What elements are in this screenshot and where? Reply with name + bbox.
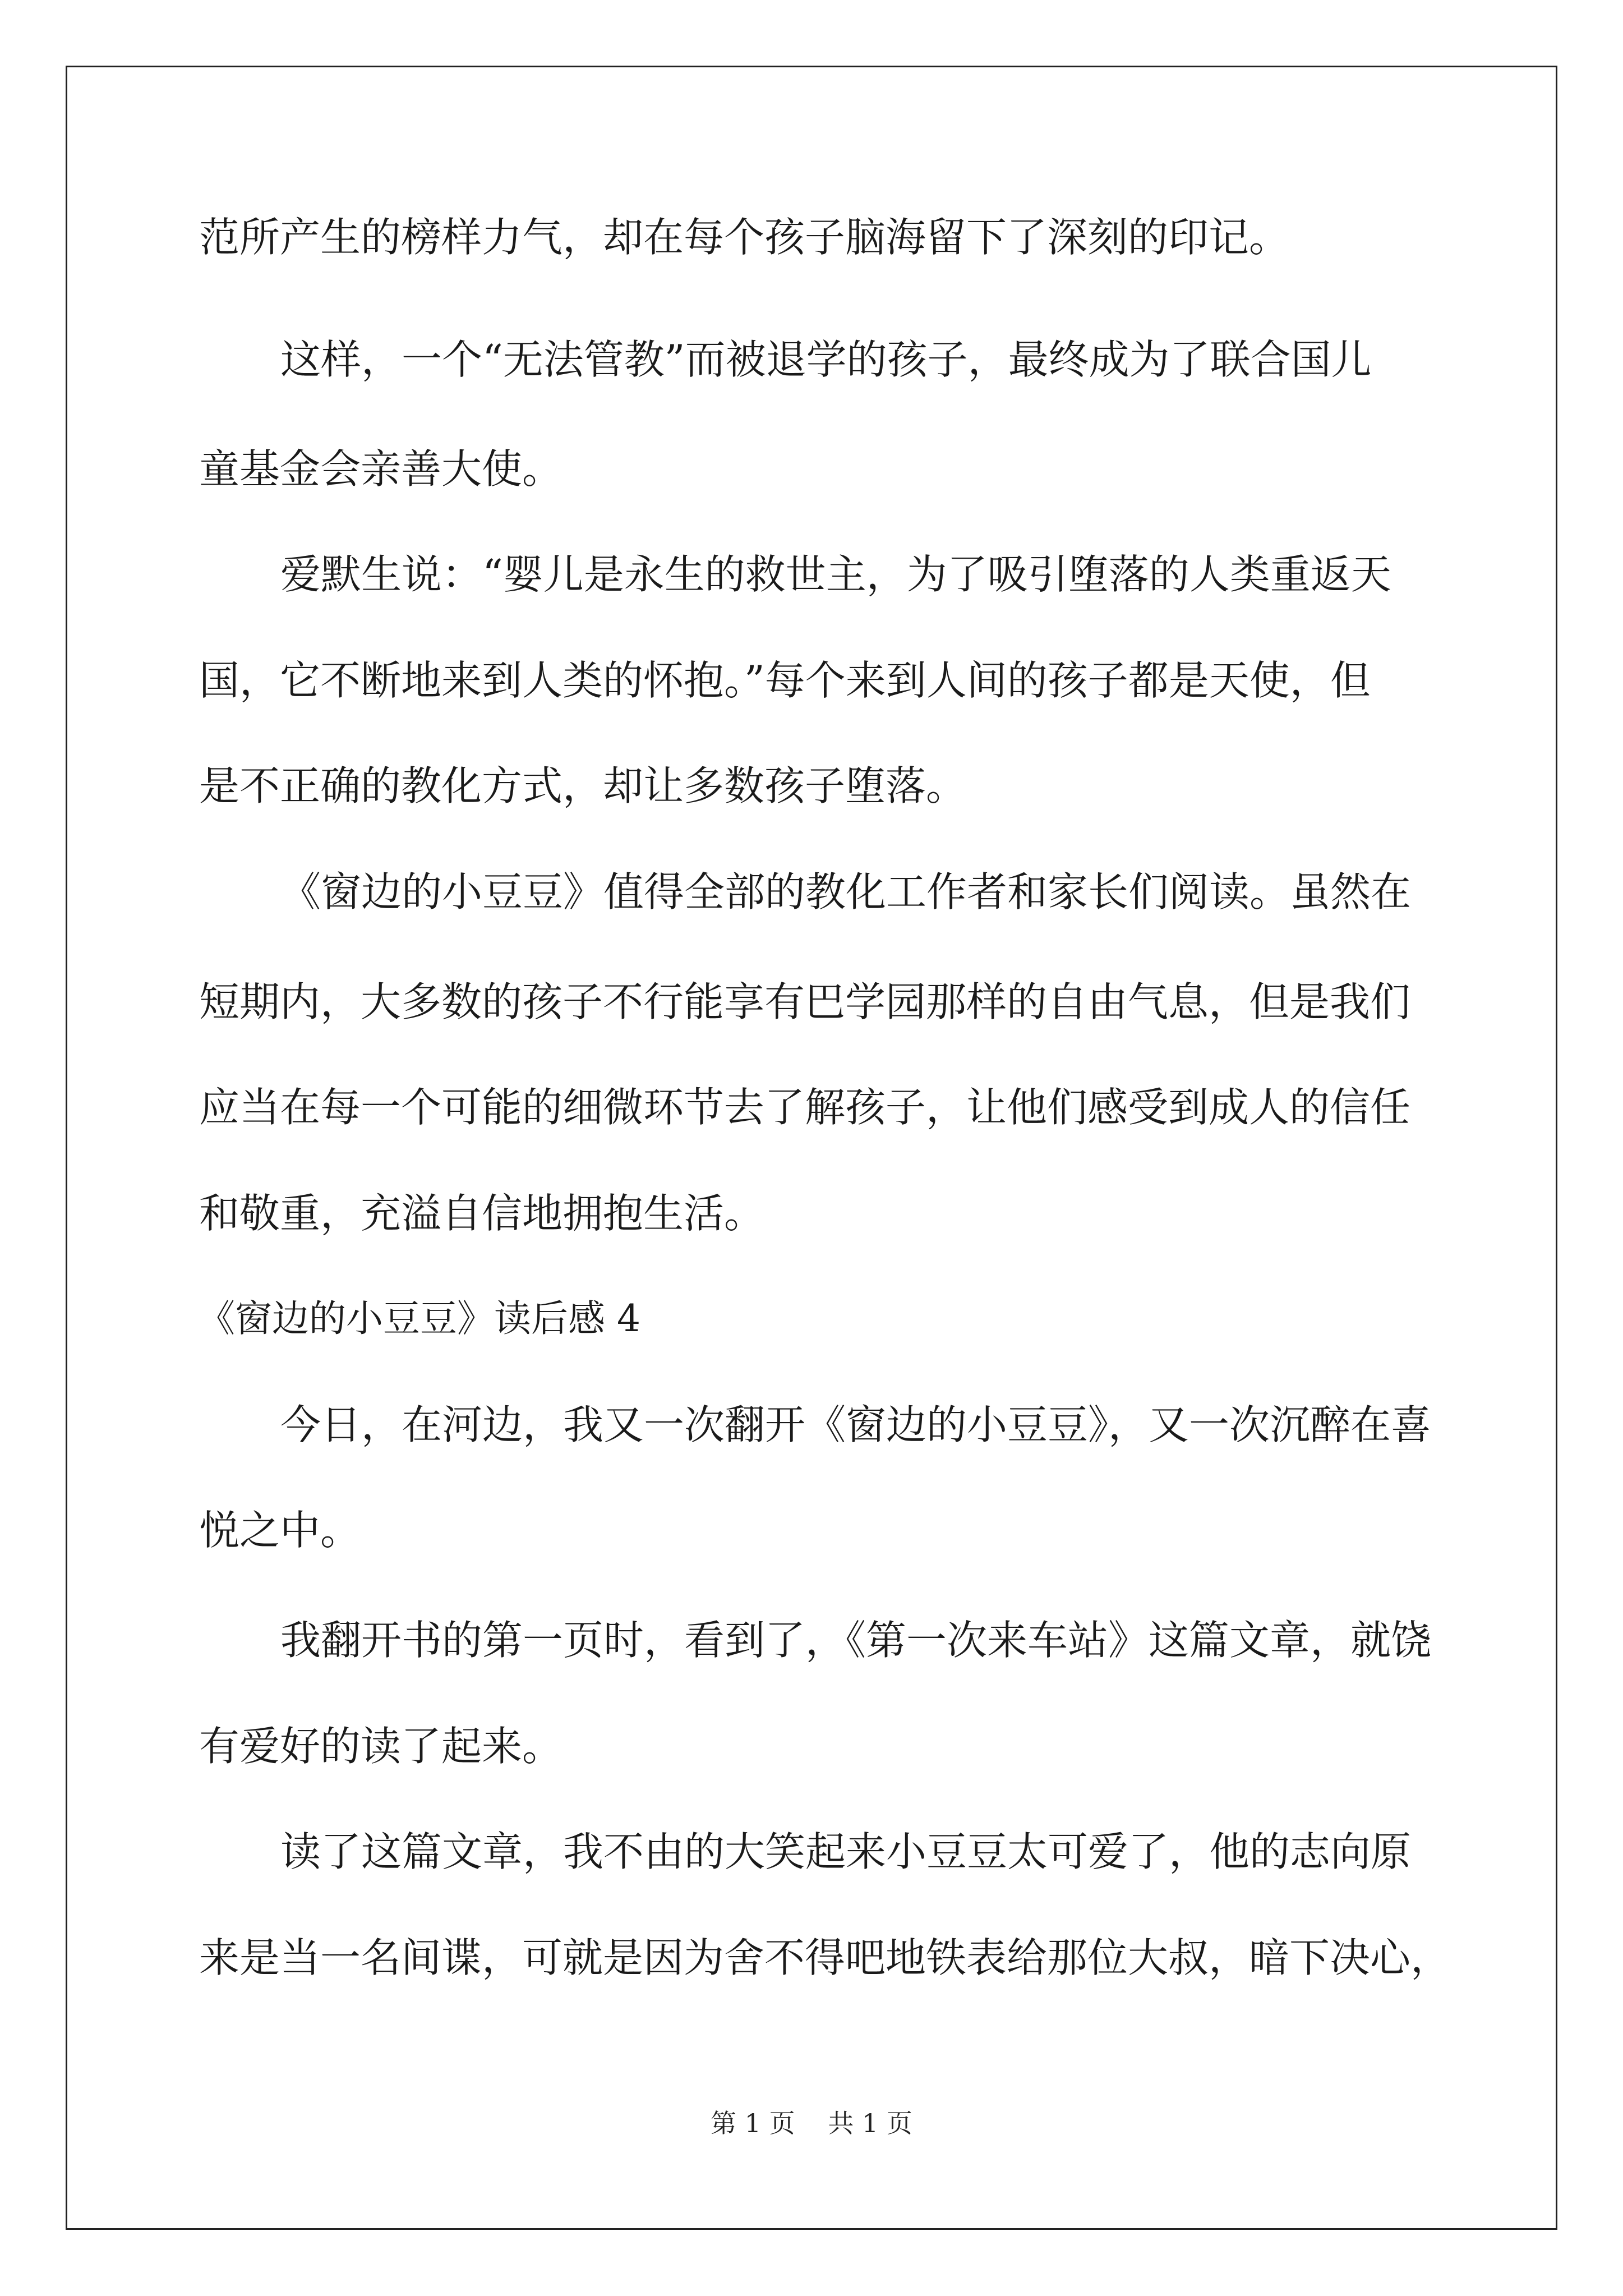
text-line-8: 短期内，大多数的孩子不行能享有巴学园那样的自由气息，但是我们 xyxy=(199,978,1411,1025)
text-line-3: 童基金会亲善大使。 xyxy=(199,445,563,493)
section-heading: 《窗边的小豆豆》读后感 4 xyxy=(198,1297,640,1340)
text-line-9: 应当在每一个可能的细微环节去了解孩子，让他们感受到成人的信任 xyxy=(199,1084,1411,1131)
text-line-16: 读了这篇文章，我不由的大笑起来小豆豆太可爱了，他的志向原 xyxy=(280,1828,1412,1875)
text-line-4: 爱默生说：“婴儿是永生的救世主，为了吸引堕落的人类重返天 xyxy=(280,551,1391,598)
text-line-14: 我翻开书的第一页时，看到了，《第一次来车站》这篇文章，就饶 xyxy=(280,1617,1432,1664)
page-total: 共 1 页 xyxy=(828,2108,912,2138)
text-line-12: 今日，在河边，我又一次翻开《窗边的小豆豆》，又一次沉醉在喜 xyxy=(280,1401,1432,1448)
text-line-7: 《窗边的小豆豆》值得全部的教化工作者和家长们阅读。虽然在 xyxy=(280,868,1412,915)
page-number: 第 1 页 xyxy=(711,2108,795,2138)
text-line-5: 国，它不断地来到人类的怀抱。”每个来到人间的孩子都是天使，但 xyxy=(199,657,1371,704)
text-line-1: 范所产生的榜样力气，却在每个孩子脑海留下了深刻的印记。 xyxy=(199,214,1290,261)
page-footer xyxy=(0,2106,1623,2140)
text-line-15: 有爱好的读了起来。 xyxy=(199,1723,563,1770)
text-line-13: 悦之中。 xyxy=(199,1507,361,1554)
text-line-2: 这样，一个“无法管教”而被退学的孩子，最终成为了联合国儿 xyxy=(280,336,1372,383)
page-border xyxy=(66,66,1557,2230)
text-line-17: 来是当一名间谍，可就是因为舍不得吧地铁表给那位大叔，暗下决心， xyxy=(199,1934,1451,1981)
text-line-6: 是不正确的教化方式，却让多数孩子堕落。 xyxy=(199,762,967,809)
text-line-10: 和敬重，充溢自信地拥抱生活。 xyxy=(199,1190,765,1237)
